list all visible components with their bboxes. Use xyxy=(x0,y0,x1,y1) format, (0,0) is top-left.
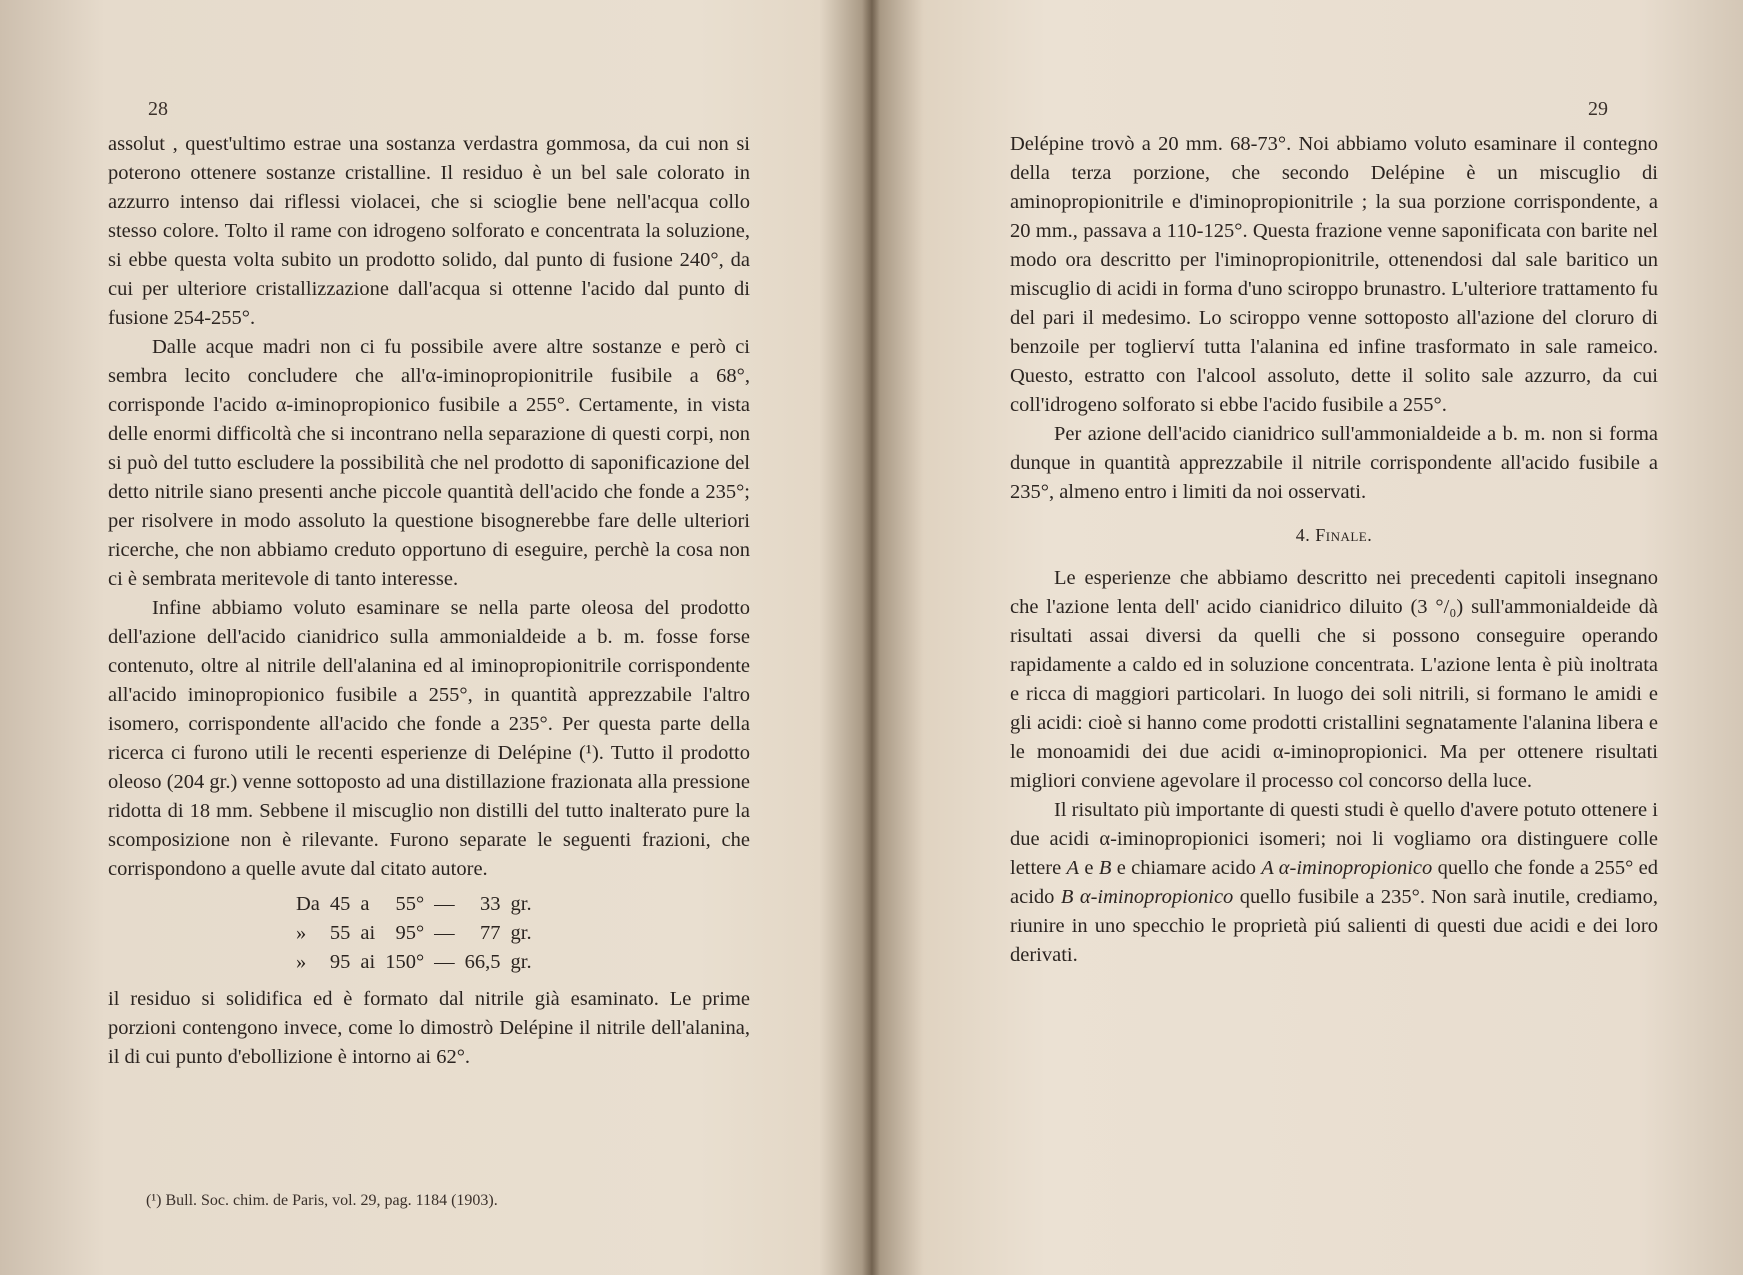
fraction-dash: — xyxy=(434,922,455,944)
fraction-from: 45 xyxy=(329,893,351,915)
conjunction: e xyxy=(1079,857,1099,879)
fraction-unit: gr. xyxy=(510,893,532,915)
fraction-prefix: » xyxy=(296,922,307,944)
term-a: A α-iminopropionico xyxy=(1261,857,1433,879)
right-paragraph-1: Delépine trovò a 20 mm. 68-73°. Noi abbiamo voluto esaminare il contegno della terza porzione, che secondo Delépine è un miscuglio di aminopropionitrile e d'iminopropionitrile ; la sua porzione corrispondente, a 20 mm., passava a 110-125°. Questa frazione venne saponificata con barite nel modo ora descritto per l'iminopropionitrile, ottenendosi dal sale baritico un miscuglio di acidi in forma d'uno sciroppo brunastro. L'ulteriore trattamento fu del pari il medesimo. Lo sciroppo venne sottoposto all'azione del cloruro di benzoile per toglierví tutta l'alanina ed infine trasformato in sale rameico. Questo, estratto con l'alcool assoluto, dette il solito sale azzurro, da cui coll'idrogeno solforato si ebbe l'acido fusibile a 255°. xyxy=(1010,133,1658,416)
fraction-amount: 77 xyxy=(480,922,501,944)
fraction-prep: ai xyxy=(360,922,376,944)
right-page-text xyxy=(1010,130,1658,970)
right-paragraph-2: Per azione dell'acido cianidrico sull'ammonialdeide a b. m. non si forma dunque in quantità apprezzabile il nitrile corrispondente all'acido fusibile a 235°, almeno entro i limiti da noi osservati. xyxy=(1010,423,1658,503)
term-b: B α-iminopropionico xyxy=(1060,886,1234,908)
book-gutter xyxy=(862,0,880,1275)
section-heading xyxy=(1010,521,1658,550)
paragraph-4-start: Il risultato più importante di questi studi è quello d'avere potuto ottenere i due acidi α-iminopropionici isomeri; noi li vogliamo ora distinguere colle lettere xyxy=(1010,799,1658,879)
fraction-dash: — xyxy=(434,893,455,915)
fraction-to: 95° xyxy=(395,922,425,944)
letter-a: A xyxy=(1066,857,1080,879)
right-page-number: 29 xyxy=(1588,98,1608,120)
right-paragraph-4 xyxy=(1010,796,1658,970)
section-title: Finale. xyxy=(1315,525,1373,545)
fraction-unit: gr. xyxy=(510,951,532,973)
left-page xyxy=(0,0,862,1275)
section-number: 4. xyxy=(1295,525,1311,545)
right-paragraph-3: Le esperienze che abbiamo descritto nei precedenti capitoli insegnano che l'azione lenta dell' acido cianidrico diluito (3 °/₀) sull'ammonialdeide dà risultati assai diversi da quelli che si possono conseguire operando rapidamente a caldo ed in soluzione concentrata. L'azione lenta è più inoltrata e ricca di maggiori particolari. In luogo dei soli nitrili, si formano le amidi e gli acidi: cioè si hanno come prodotti cristallini segnatamente l'alanina libera e le monoamidi dei due acidi α-iminopropionici. Ma per ottenere risultati migliori conviene agevolare il processo col concorso della luce. xyxy=(1010,567,1658,792)
left-closing-paragraph: il residuo si solidifica ed è formato dal nitrile già esaminato. Le prime porzioni contengono invece, come lo dimostrò Delépine il nitrile dell'alanina, il di cui punto d'ebollizione è intorno ai 62°. xyxy=(108,988,750,1068)
fraction-prep: a xyxy=(360,893,370,915)
fraction-from: 55 xyxy=(329,922,351,944)
left-page-number: 28 xyxy=(148,98,168,120)
fraction-from: 95 xyxy=(329,951,351,973)
fraction-to: 55° xyxy=(395,893,425,915)
left-page-text xyxy=(108,130,750,1072)
fraction-row xyxy=(296,919,542,948)
fraction-to: 150° xyxy=(385,951,425,973)
fraction-row xyxy=(296,890,542,919)
left-paragraph-2: Dalle acque madri non ci fu possibile avere altre sostanze e però ci sembra lecito concludere che all'α-iminopropionitrile fusibile a 68°, corrisponde l'acido α-iminopropionico fusibile a 255°. Certamente, in vista delle enormi difficoltà che si incontrano nella separazione di questi corpi, non si può del tutto escludere la possibilità che nel prodotto di saponificazione del detto nitrile siano presenti anche piccole quantità dell'acido che fonde a 235°; per risolvere in modo assoluto la questione bisognerebbe fare delle ulteriori ricerche, che non abbiamo creduto opportuno di eseguire, perchè la cosa non ci è sembrata meritevole di tanto interesse. xyxy=(108,336,750,590)
left-paragraph-1: assolut , quest'ultimo estrae una sostanza verdastra gommosa, da cui non si poterono ottenere sostanze cristalline. Il residuo è un bel sale colorato in azzurro intenso dai riflessi violacei, che si scioglie bene nell'acqua collo stesso colore. Tolto il rame con idrogeno solforato e concentrata la soluzione, si ebbe questa volta subito un prodotto solido, dal punto di fusione 240°, da cui per ulteriore cristallizzazione dall'acqua si ottenne l'acido dal punto di fusione 254-255°. xyxy=(108,133,750,329)
fraction-unit: gr. xyxy=(510,922,532,944)
left-paragraph-3: Infine abbiamo voluto esaminare se nella parte oleosa del prodotto dell'azione dell'acido cianidrico sulla ammonialdeide a b. m. fosse forse contenuto, oltre al nitrile dell'alanina ed al iminopropionitrile corrispondente all'acido iminopropionico fusibile a 255°, in quantità apprezzabile l'altro isomero, corrispondente all'acido che fonde a 235°. Per questa parte della ricerca ci furono utili le recenti esperienze di Delépine (¹). Tutto il prodotto oleoso (204 gr.) venne sottoposto ad una distillazione frazionata alla pressione ridotta di 18 mm. Sebbene il miscuglio non distilli del tutto inalterato pure la scomposizione non è rilevante. Furono separate le seguenti frazioni, che corrispondono a quelle avute dal citato autore. xyxy=(108,597,750,880)
fraction-prefix: » xyxy=(296,951,307,973)
paragraph-4-mid2: quello che fonde a 255° ed acido xyxy=(1010,857,1658,908)
fraction-row xyxy=(296,948,542,977)
letter-b: B xyxy=(1098,857,1112,879)
fraction-amount: 66,5 xyxy=(464,951,501,973)
footnote: (¹) Bull. Soc. chim. de Paris, vol. 29, pag. 1184 (1903). xyxy=(146,1192,498,1209)
right-page xyxy=(880,0,1743,1275)
fraction-amount: 33 xyxy=(480,893,501,915)
fractions-table xyxy=(296,890,542,977)
paragraph-4-mid: e chiamare acido xyxy=(1111,857,1262,879)
fraction-prep: ai xyxy=(360,951,376,973)
fraction-prefix: Da xyxy=(296,893,320,915)
fraction-dash: — xyxy=(434,951,455,973)
paragraph-4-end: quello fusibile a 235°. Non sarà inutile, crediamo, riunire in uno specchio le proprietà piú salienti di questi due acidi e dei loro derivati. xyxy=(1010,886,1658,966)
